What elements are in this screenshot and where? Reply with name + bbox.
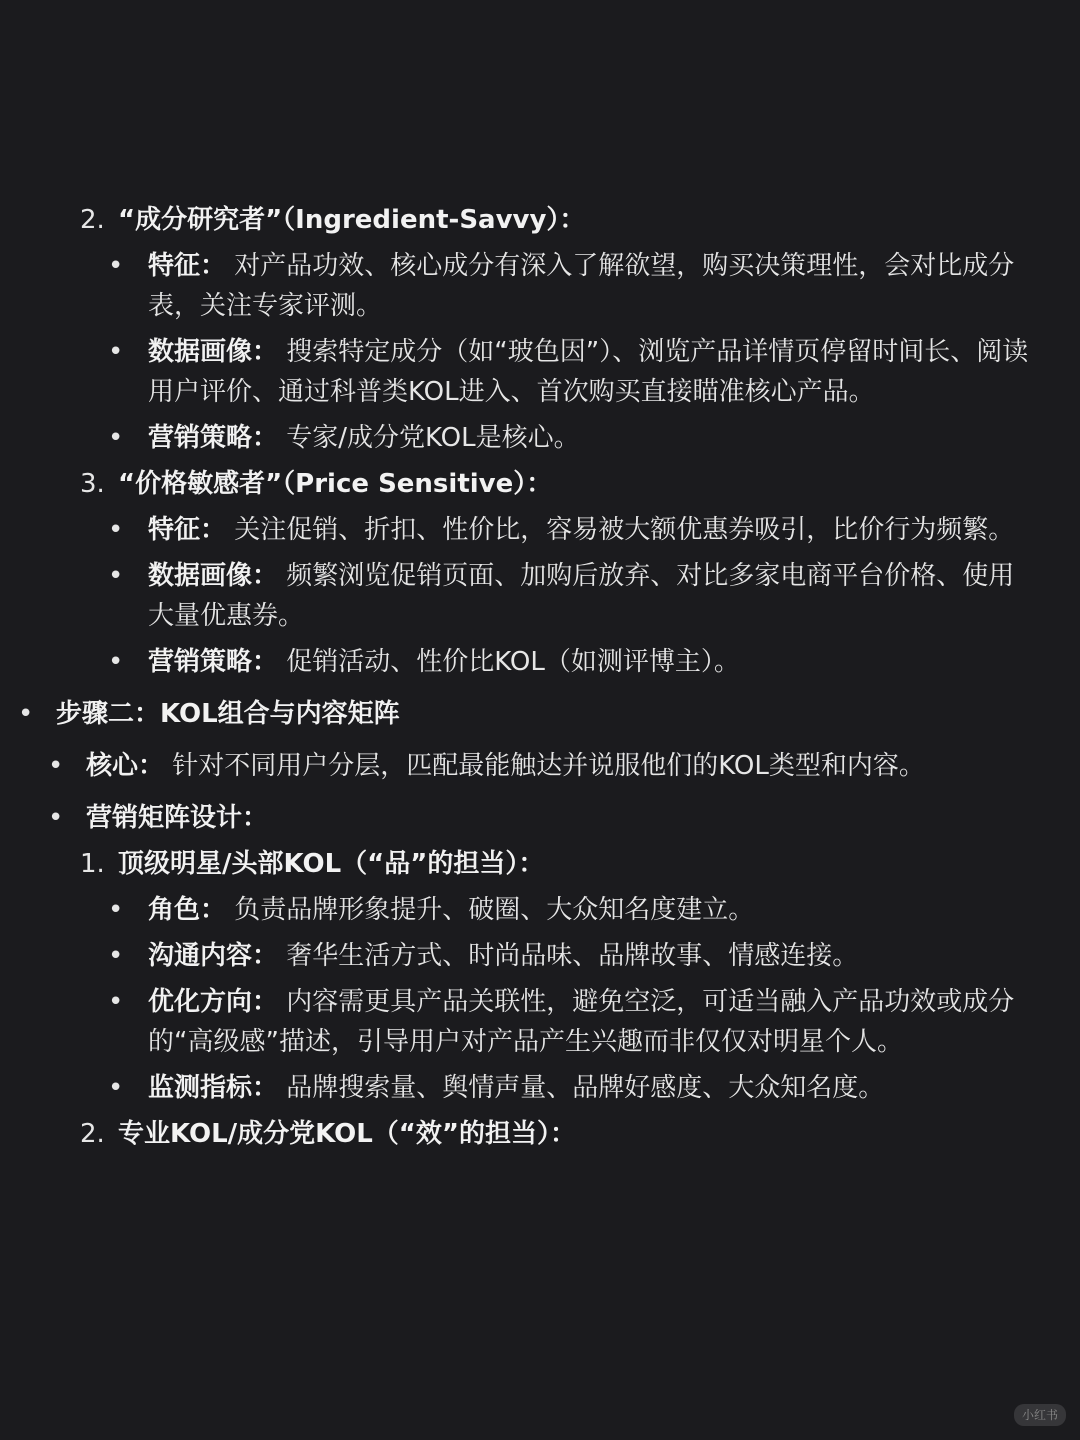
list-item: [0, 246, 1080, 326]
list-item: [0, 982, 1080, 1062]
heading-text: 顶级明星/头部KOL（“品”的担当）：: [118, 849, 545, 879]
heading-text: “成分研究者”（Ingredient-Savvy）：: [118, 205, 586, 235]
heading-text: 步骤二：KOL组合与内容矩阵: [56, 699, 400, 729]
item-text: 频繁浏览促销页面、加购后放弃、对比多家电商平台价格、使用大量优惠券。: [148, 561, 1015, 631]
item-label: 特征：: [148, 515, 227, 545]
list-item: [0, 642, 1080, 682]
list-item: [0, 936, 1080, 976]
item-text: 奢华生活方式、时尚品味、品牌故事、情感连接。: [286, 941, 859, 971]
item-text: 搜索特定成分（如“玻色因”）、浏览产品详情页停留时间长、阅读用户评价、通过科普类KOL进入、首次购买直接瞄准核心产品。: [148, 337, 1029, 407]
item-label: 特征：: [148, 251, 227, 281]
item-text: 品牌搜索量、舆情声量、品牌好感度、大众知名度。: [286, 1073, 885, 1103]
heading-text: “价格敏感者”（Price Sensitive）：: [118, 469, 553, 499]
item-label: 监测指标：: [148, 1073, 279, 1103]
list-number: 2.: [80, 205, 105, 235]
item-label: 沟通内容：: [148, 941, 279, 971]
item-text: 负责品牌形象提升、破圈、大众知名度建立。: [234, 895, 755, 925]
list-item: [0, 418, 1080, 458]
step-two-heading: [0, 694, 1080, 734]
watermark-logo: 小红书: [1014, 1404, 1066, 1426]
item-label: 营销矩阵设计：: [86, 803, 269, 833]
list-number: 2.: [80, 1119, 105, 1149]
tier-top-kol-heading: [0, 844, 1080, 884]
item-text: 针对不同用户分层，匹配最能触达并说服他们的KOL类型和内容。: [172, 751, 925, 781]
list-item: [0, 510, 1080, 550]
list-item: [0, 1068, 1080, 1108]
list-number: 3.: [80, 469, 105, 499]
persona-price-sensitive-heading: [0, 464, 1080, 504]
matrix-design-item: [0, 798, 1080, 838]
item-label: 角色：: [148, 895, 227, 925]
heading-text: 专业KOL/成分党KOL（“效”的担当）：: [118, 1119, 576, 1149]
item-text: 专家/成分党KOL是核心。: [286, 423, 580, 453]
item-label: 数据画像：: [148, 561, 279, 591]
item-text: 对产品功效、核心成分有深入了解欲望，购买决策理性，会对比成分表，关注专家评测。: [148, 251, 1015, 321]
list-item: [0, 556, 1080, 636]
item-label: 核心：: [86, 751, 165, 781]
tier-professional-kol-heading: [0, 1114, 1080, 1154]
item-label: 营销策略：: [148, 423, 279, 453]
item-text: 关注促销、折扣、性价比，容易被大额优惠券吸引，比价行为频繁。: [234, 515, 1015, 545]
core-item: [0, 746, 1080, 786]
persona-ingredient-savvy-heading: [0, 200, 1080, 240]
item-text: 促销活动、性价比KOL（如测评博主）。: [286, 647, 740, 677]
list-number: 1.: [80, 849, 105, 879]
item-label: 营销策略：: [148, 647, 279, 677]
item-label: 优化方向：: [148, 987, 279, 1017]
list-item: [0, 890, 1080, 930]
item-label: 数据画像：: [148, 337, 279, 367]
item-text: 内容需更具产品关联性，避免空泛，可适当融入产品功效或成分的“高级感”描述，引导用户对产品产生兴趣而非仅仅对明星个人。: [148, 987, 1015, 1057]
document-body: [0, 194, 1080, 1160]
list-item: [0, 332, 1080, 412]
